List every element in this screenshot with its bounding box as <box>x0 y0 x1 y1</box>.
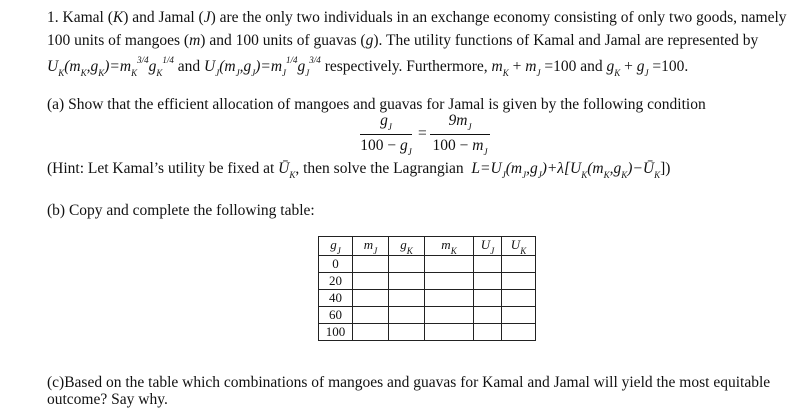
table-row <box>319 306 536 323</box>
frac-equals: = <box>418 125 427 142</box>
table-header-row <box>319 237 536 256</box>
part-a-text: (a) Show that the efficient allocation of mangoes and guavas for Jamal is given by the following condition <box>47 96 706 113</box>
utility-functions-line: $U_K(m_K,g_K)=m_K^{3/4}g_K^{1/4}$ and $U_J(m_J,g_J)=m_J^{1/4}g_J^{3/4}$ respectively. Furthermore, $m_K + m_J =100$ and $g_K + g_J =100$. <box>47 55 689 79</box>
part-a-hint: (Hint: Let Kamal’s utility be fixed at $Ū_K$, then solve the Lagrangian $L=U_J(m_J,g_J)+\lambda[U_K(m_K,g_K)-Ū_K]$) <box>47 160 671 181</box>
header-gK: $g_K$ <box>389 237 425 256</box>
cell-gJ: 100 <box>319 323 353 340</box>
table-row <box>319 255 536 272</box>
cell-gJ: 0 <box>319 255 353 272</box>
cell-gJ: 40 <box>319 289 353 306</box>
header-UK: $U_K$ <box>502 237 536 256</box>
part-b-text: (b) Copy and complete the following table: <box>47 202 315 219</box>
question-line-1: 1. Kamal (K) and Jamal (J) are the only two individuals in an exchange economy consisting of only two goods, namely <box>47 9 787 26</box>
header-UJ: $U_J$ <box>474 237 502 256</box>
cell-gJ: 20 <box>319 272 353 289</box>
frac-right-numerator: $9m_J$ <box>448 112 472 133</box>
cell-gJ: 60 <box>319 306 353 323</box>
table-row <box>319 272 536 289</box>
frac-left-numerator: $g_J$ <box>380 112 392 133</box>
header-mK: $m_K$ <box>425 237 474 256</box>
header-gJ: $g_J$ <box>319 237 353 256</box>
header-mJ: $m_J$ <box>353 237 389 256</box>
part-c-line-2: outcome? Say why. <box>47 391 168 408</box>
allocation-table <box>318 236 536 341</box>
question-line-2: 100 units of mangoes (m) and 100 units of guavas (g). The utility functions of Kamal and Jamal are represented by <box>47 32 759 49</box>
table-row <box>319 289 536 306</box>
frac-left-denominator: $100 - g_J$ <box>360 137 412 158</box>
frac-right-denominator: $100 - m_J$ <box>432 137 488 158</box>
table-row <box>319 323 536 340</box>
part-c-line-1: (c)Based on the table which combinations of mangoes and guavas for Kamal and Jamal will yield the most equitable <box>47 374 771 391</box>
